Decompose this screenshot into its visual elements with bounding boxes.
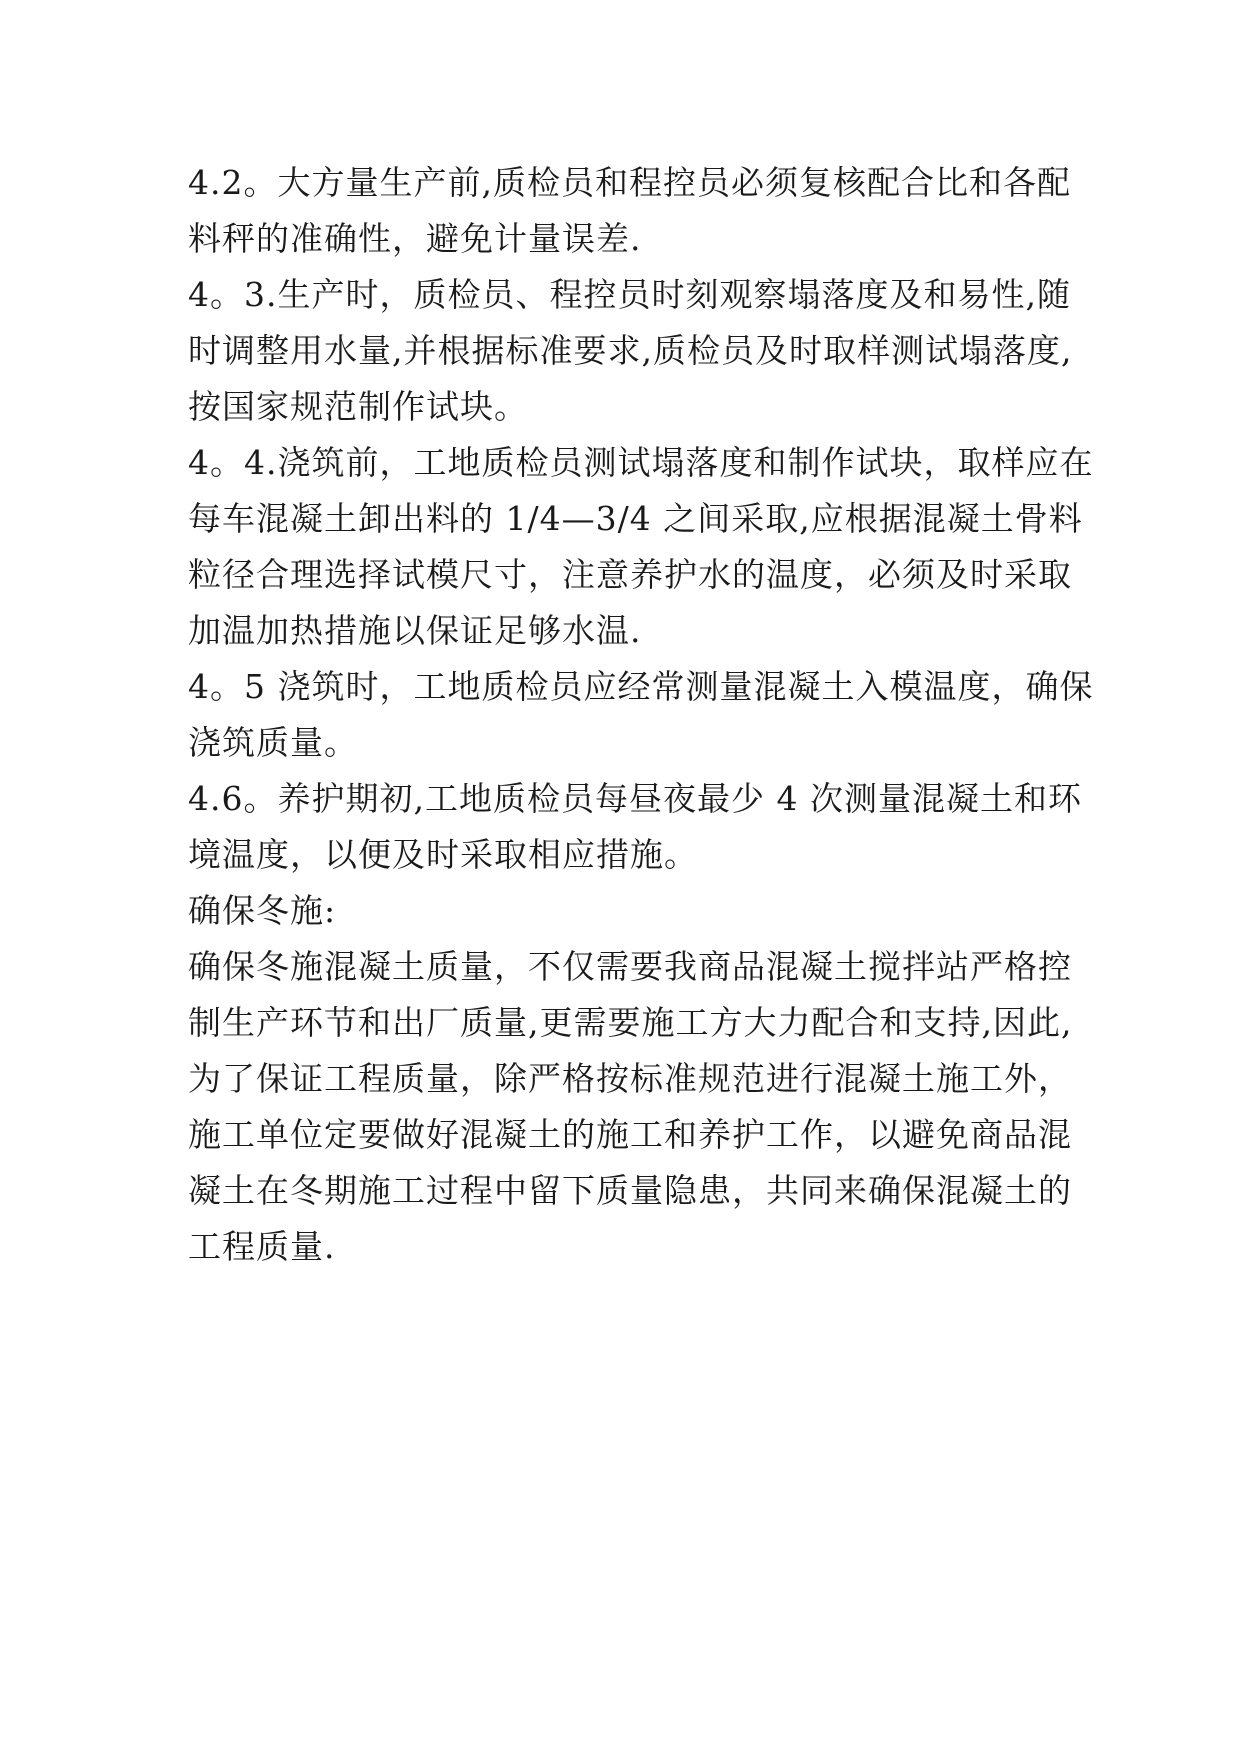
document-body: [188, 155, 1094, 1275]
text-line: 粒径合理选择试模尺寸，注意养护水的温度，必须及时采取: [188, 555, 1072, 594]
text-line: 制生产环节和出厂质量,更需要施工方大力配合和支持,因此,: [188, 1003, 1073, 1042]
text-line: 时调整用水量,并根据标准要求,质检员及时取样测试塌落度,: [188, 331, 1073, 370]
text-line: 按国家规范制作试块。: [188, 387, 528, 426]
text-line: 施工单位定要做好混凝土的施工和养护工作，以避免商品混: [188, 1115, 1072, 1154]
text-line: 料秤的准确性，避免计量误差.: [188, 219, 642, 258]
text-line: 浇筑质量。: [188, 723, 358, 762]
text-line: 境温度，以便及时采取相应措施。: [188, 835, 698, 874]
text-line: 为了保证工程质量，除严格按标准规范进行混凝土施工外，: [188, 1059, 1072, 1098]
text-line: 确保冬施:: [188, 891, 337, 930]
text-line: 每车混凝土卸出料的 1/4—3/4 之间采取,应根据混凝土骨料: [188, 499, 1083, 538]
text-line: 加温加热措施以保证足够水温.: [188, 611, 642, 650]
text-line: 凝土在冬期施工过程中留下质量隐患，共同来确保混凝土的: [188, 1171, 1072, 1210]
text-line: 工程质量.: [188, 1227, 336, 1266]
text-line: 4。5 浇筑时，工地质检员应经常测量混凝土入模温度，确保: [188, 667, 1094, 706]
text-line: 4。3.生产时，质检员、程控员时刻观察塌落度及和易性,随: [188, 275, 1071, 314]
text-line: 4.2。大方量生产前,质检员和程控员必须复核配合比和各配: [188, 163, 1071, 202]
text-line: 4.6。养护期初,工地质检员每昼夜最少 4 次测量混凝土和环: [188, 779, 1082, 818]
line-list: [188, 155, 1094, 1275]
text-line: 4。4.浇筑前，工地质检员测试塌落度和制作试块，取样应在: [188, 443, 1094, 482]
text-line: 确保冬施混凝土质量，不仅需要我商品混凝土搅拌站严格控: [188, 947, 1072, 986]
